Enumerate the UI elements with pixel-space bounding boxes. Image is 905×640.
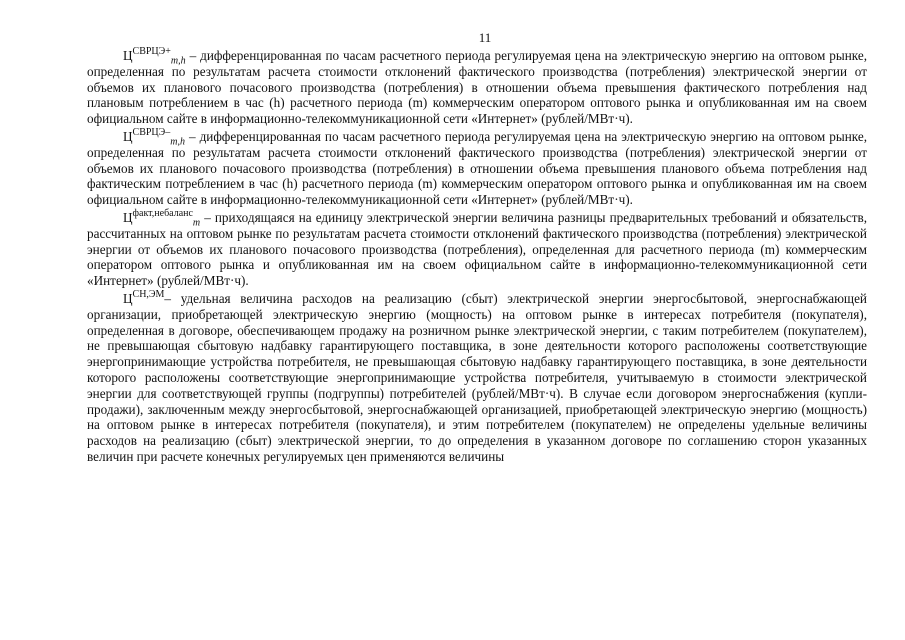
definition-text: – дифференцированная по часам расчетного периода регулируемая цена на электрическую энергию на оптовом рынке, определенная по результатам расчета стоимости отклонений фактического производства (потребления) электрической энергии от объемов их планового почасового производства (потребления) в отношении объема превышения планового объема потребления над фактическим потреблением в час (h) расчетного периода (m) коммерческим оператором оптового рынка и опубликованная им на своем официальном сайте в информационно-телекоммуникационной сети «Интернет» (рублей/МВт·ч).: [87, 128, 867, 208]
formula-symbol: [123, 126, 185, 148]
definition-text: – удельная величина расходов на реализацию (сбыт) электрической энергии энергосбытовой, энергоснабжающей организации, приобретающей электрическую энергию (мощность) на оптовом рынке в интересах потребителя (покупателя), определенная в договоре, обеспечивающем продажу на розничном рынке электрической энергии, с таким потребителем (покупателем), не превышающая сбытовую надбавку гарантирующего поставщика, в зоне деятельности которого расположены соответствующие энергопринимающие устройства потребителя, не превышающая сбытовую надбавку гарантирующего поставщика, в зоне деятельности которого расположены соответствующие энергопринимающие устройства потребителя, учитываемую в стоимости электрической энергии для соответствующей группы (подгруппы) потребителей (рублей/МВт·ч). В случае если договором энергоснабжения (купли-продажи), заключенным между энергосбытовой, энергоснабжающей организацией, приобретающей электрическую энергию (мощность) на оптовом рынке в интересах потребителя (покупателя), и этим потребителем (покупателем) не определены удельные величины расходов на реализацию (сбыт) электрической энергии, то до определения в указанном договоре по соглашению сторон указанных величин при расчете конечных регулируемых цен применяются величины: [87, 290, 867, 464]
symbol-base: Ц: [123, 209, 133, 225]
definition-text: – дифференцированная по часам расчетного периода регулируемая цена на электрическую энергию на оптовом рынке, определенная по результатам расчета стоимости отклонений фактического производства (потребления) электрической энергии от объемов их планового почасового производства (потребления) в отношении объема превышения фактического потребления над плановым потреблением в час (h) расчетного периода (m) коммерческим оператором оптового рынка и опубликованная им на своем официальном сайте в информационно-телекоммуникационной сети «Интернет» (рублей/МВт·ч).: [87, 48, 867, 127]
definition-paragraph: [87, 207, 867, 289]
symbol-base: Ц: [123, 290, 133, 306]
symbol-superscript: факт,небаланс: [132, 207, 193, 219]
formula-symbol: [123, 45, 186, 67]
symbol-subscript: m: [192, 217, 201, 229]
symbol-superscript: СВРЦЭ+: [132, 45, 171, 57]
definition-paragraph: [87, 126, 867, 208]
symbol-superscript: СВРЦЭ–: [132, 126, 171, 138]
symbol-base: Ц: [123, 48, 133, 63]
symbol-base: Ц: [123, 128, 133, 144]
formula-symbol: [123, 207, 201, 229]
symbol-subscript: m,h: [170, 136, 185, 148]
page-number: 11: [478, 30, 492, 45]
symbol-subscript: m,h: [170, 55, 186, 67]
formula-symbol: [123, 288, 165, 306]
definition-paragraph: [87, 45, 867, 127]
definition-text: – приходящаяся на единицу электрической энергии величина разницы предварительных требований и обязательств, рассчитанных на оптовом рынке по результатам расчета стоимости отклонений фактического производства (потребления) электрической энергии от объемов их планового почасового производства (потребления), определенная для расчетного периода (m) коммерческим оператором оптового рынка и опубликованная им на своем официальном сайте в информационно-телекоммуникационной сети «Интернет» (рублей/МВт·ч).: [87, 209, 867, 289]
definition-paragraph: [87, 288, 867, 465]
symbol-superscript: СН,ЭМ: [132, 288, 165, 300]
document-body: [87, 45, 867, 467]
